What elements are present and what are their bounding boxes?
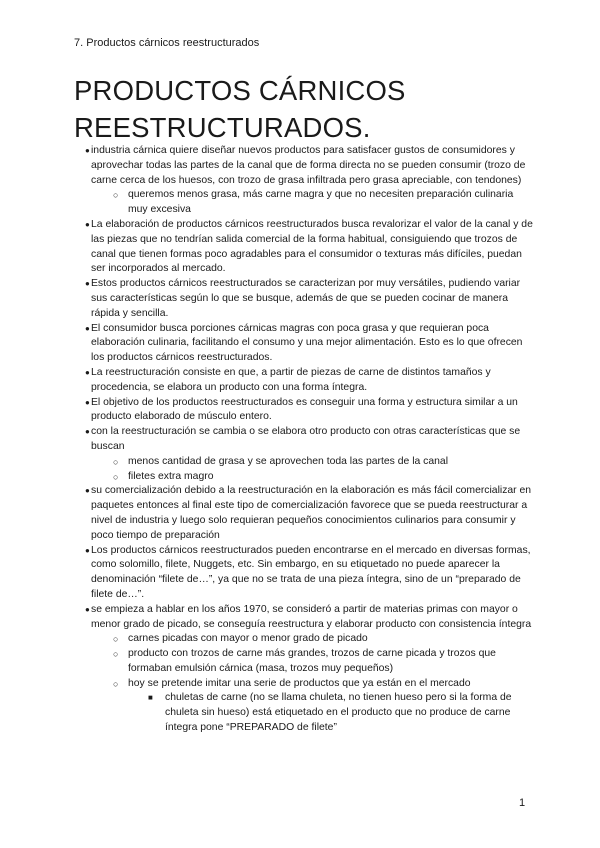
page-title bbox=[74, 72, 406, 146]
sub-sub-list-item: ■ chuletas de carne (no se llama chuleta, no tienen hueso pero si la forma de chuleta sin hueso) está etiquetado en el producto que no produce de carne íntegra pone “PREPARADO de filete” bbox=[128, 691, 534, 735]
running-header: 7. Productos cárnicos reestructurados bbox=[74, 37, 260, 49]
sub-bullet-list bbox=[91, 188, 534, 218]
list-item: ● su comercialización debido a la reestructuración en la elaboración es más fácil comercializar en paquetes entonces al final este tipo de comercialización favorece que se pueda reestructurar a nivel de industria y luego solo requieran pequeños conocimientos culinarios para consumir y poco tiempo de preparación bbox=[74, 484, 534, 543]
list-item: ● industria cárnica quiere diseñar nuevos productos para satisfacer gustos de consumidores y aprovechar todas las partes de la canal que de forma directa no se pueden consumir (trozo de carne cerca de los huesos, con trozo de grasa infiltrada pero grasa apreciable, con tendones) ○ queremos menos grasa, más carne magra y que no necesiten preparación culinaria muy excesiva bbox=[74, 144, 534, 218]
sub-list-item: ○ carnes picadas con mayor o menor grado de picado bbox=[91, 632, 534, 647]
list-item: ● con la reestructuración se cambia o se elabora otro producto con otras características que se buscan ○ menos cantidad de grasa y se aprovechen toda las partes de la canal ○ filetes extra magro bbox=[74, 425, 534, 484]
sub-list-item: ○ producto con trozos de carne más grandes, trozos de carne picada y trozos que formaban emulsión cárnica (masa, trozos muy pequeños) bbox=[91, 647, 534, 677]
page-number: 1 bbox=[519, 797, 526, 809]
list-item: ● El consumidor busca porciones cárnicas magras con poca grasa y que requieran poca elaboración culinaria, facilitando el consumo y una mejor alimentación. Esto es lo que ofrecen los productos cárnicos reestructurados. bbox=[74, 322, 534, 366]
sub-list-item: ○ hoy se pretende imitar una serie de productos que ya están en el mercado ■ chuletas de carne (no se llama chuleta, no tienen hueso pero si la forma de chuleta sin hueso) está etiquetado en el producto que no produce de carne íntegra pone “PREPARADO de filete” bbox=[91, 677, 534, 736]
title-line-2: REESTRUCTURADOS. bbox=[74, 112, 371, 143]
list-item: ● El objetivo de los productos reestructurados es conseguir una forma y estructura similar a un producto elaborado de músculo entero. bbox=[74, 396, 534, 426]
document-body bbox=[74, 144, 534, 736]
list-item: ● se empieza a hablar en los años 1970, se consideró a partir de materias primas con mayor o menor grado de picado, se conseguía reestructura y elaborar producto con consistencia íntegra ○ carnes picadas con mayor o menor grado de picado ○ producto con trozos de carne más grandes, trozos de carne picada y trozos que formaban emulsión cárnica (masa, trozos muy pequeños) ○ hoy se pretende imitar una serie de productos que ya están en el mercado ■ chuletas de carne (no se llama chuleta, no tienen hueso pero si la forma de chuleta sin hueso) está etiquetado en el producto que no produce de carne íntegra pone “PREPARADO de filete” bbox=[74, 603, 534, 736]
sub-list-item: ○ queremos menos grasa, más carne magra y que no necesiten preparación culinaria muy excesiva bbox=[91, 188, 534, 218]
bullet-list bbox=[74, 144, 534, 736]
list-item: ● Los productos cárnicos reestructurados pueden encontrarse en el mercado en diversas formas, como solomillo, filete, Nuggets, etc. Sin embargo, en su etiquetado no puede aparecer la denominación “filete de…”, ya que no se trata de una pieza íntegra, sino de un “preparado de filete de…”. bbox=[74, 544, 534, 603]
sub-bullet-list bbox=[91, 455, 534, 485]
list-item: ● La reestructuración consiste en que, a partir de piezas de carne de distintos tamaños y procedencia, se elabora un producto con una forma íntegra. bbox=[74, 366, 534, 396]
title-line-1: PRODUCTOS CÁRNICOS bbox=[74, 75, 406, 106]
sub-list-item: ○ filetes extra magro bbox=[91, 470, 534, 485]
sub-bullet-list bbox=[91, 632, 534, 736]
sub-sub-bullet-list bbox=[128, 691, 534, 735]
list-item: ● La elaboración de productos cárnicos reestructurados busca revalorizar el valor de la canal y de las piezas que no tendrían salida comercial de la forma habitual, consiguiendo que trozos de canal que tienen formas poco agradables para el consumidor o texturas más difíciles, puedan ser incorporados al mercado. bbox=[74, 218, 534, 277]
sub-list-item: ○ menos cantidad de grasa y se aprovechen toda las partes de la canal bbox=[91, 455, 534, 470]
list-item: ● Estos productos cárnicos reestructurados se caracterizan por muy versátiles, pudiendo variar sus características según lo que se busque, además de que se pueden cocinar de manera rápida y sencilla. bbox=[74, 277, 534, 321]
